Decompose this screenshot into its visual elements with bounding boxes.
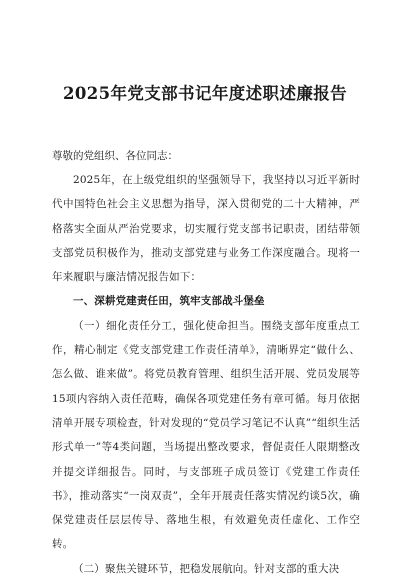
salutation: 尊敬的党组织、各位同志：: [52, 150, 178, 162]
body-paragraph: （二）聚焦关键环节，把稳发展航向。针对支部的重大决: [73, 562, 340, 575]
document-body: [52, 168, 360, 581]
section-heading: 一、深耕党建责任田，筑牢支部战斗堡垒: [73, 295, 265, 308]
body-paragraph: （一）细化责任分工，强化使命担当。围绕支部年度重点工作，精心制定《党支部党建工作责任清单》，清晰界定“做什么、怎么做、谁来做”。将党员教育管理、组织生活开展、党员发展等15项内容纳入责任范畴，确保各项党建任务有章可循。每月依据清单开展专项检查，针对发现的“党员学习笔记不认真”“组织生活形式单一”等4类问题，当场提出整改要求，督促责任人限期整改并提交详细报告。同时，与支部班子成员签订《党建工作责任书》，推动落实“一岗双责”，全年开展责任落实情况约谈5次，确保党建责任层层传导、落地生根，有效避免责任虚化、工作空转。: [52, 319, 360, 551]
document-title: 2025年党支部书记年度述职述廉报告: [62, 84, 348, 103]
intro-paragraph: 2025年，在上级党组织的坚强领导下，我坚持以习近平新时代中国特色社会主义思想为指导，深入贯彻党的二十大精神，严格落实全面从严治党要求，切实履行党支部书记职责，团结带领支部党员积极作为，推动支部党建与业务工作深度融合。现将一年来履职与廉洁情况报告如下：: [52, 174, 360, 284]
